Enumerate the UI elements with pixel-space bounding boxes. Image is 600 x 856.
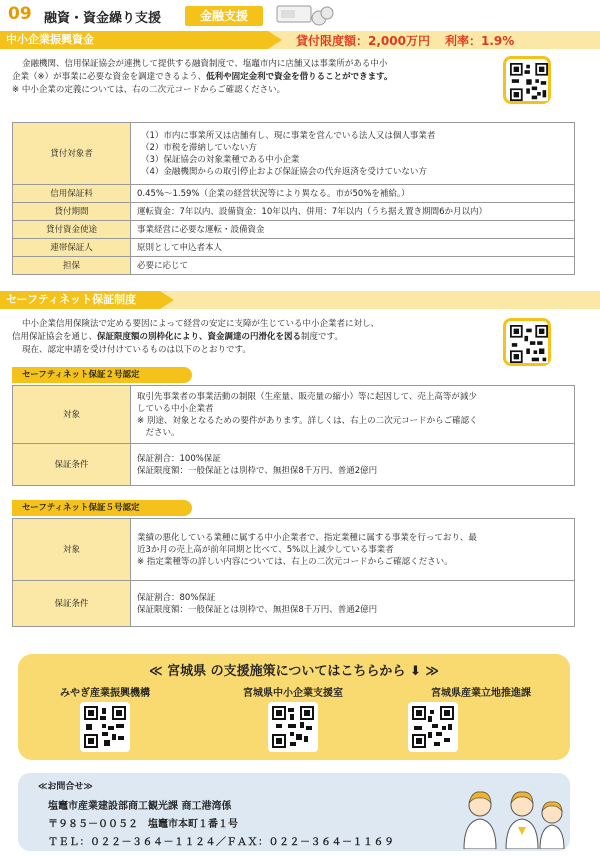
qr-code-safety-net[interactable] <box>503 318 551 366</box>
category-tag: 金融支援 <box>185 6 263 26</box>
intro-text: 制度です。 <box>301 332 343 342</box>
bar-arrow-icon <box>268 31 282 49</box>
intro-line <box>12 331 492 344</box>
qr-code-icon <box>510 63 548 101</box>
value-line: 取引先事業者の事業活動の制限（生産量、販売量の縮小）等に起因して、売上高等が減少 <box>137 391 477 402</box>
section-title: セーフティネット保証制度 <box>0 291 160 309</box>
value-line: ※ 指定業種等の詳しい内容については、右上の二次元コードからご確認ください。 <box>137 556 453 567</box>
row-value: 必要に応じて <box>131 257 575 275</box>
section-bar-loan <box>0 31 600 49</box>
money-illustration-icon <box>275 2 335 28</box>
table-row <box>13 257 575 275</box>
miyagi-support-banner <box>18 654 570 760</box>
contact-address: 〒９８５－００５２ 塩竈市本町１番１号 <box>48 819 238 830</box>
table-row <box>13 221 575 239</box>
qr-code-org-3[interactable] <box>408 702 458 752</box>
table-row <box>13 203 575 221</box>
org-name: 宮城県産業立地推進課 <box>431 688 531 699</box>
staff-illustration-icon <box>458 775 566 849</box>
value-line: 業績の悪化している業種に属する中小企業者で、指定業種に属する事業を行っており、最 <box>137 532 477 543</box>
page-title: 融資・資金繰り支援 <box>44 11 162 26</box>
row-label: 信用保証料 <box>13 185 131 203</box>
qr-code-icon <box>84 706 126 748</box>
row-label: 対象 <box>13 519 131 581</box>
row-value: 事業経営に必要な運転・設備資金 <box>131 221 575 239</box>
value-line: （3）保証協会の対象業種である中小企業 <box>141 154 300 165</box>
bar-arrow-icon <box>160 291 174 309</box>
qr-code-sme-definition[interactable] <box>503 56 551 104</box>
intro-line: 現在、認定申請を受け付けているものは以下のとおりです。 <box>22 345 251 355</box>
intro-line: 中小企業信用保険法で定める要因によって経営の安定に支障が生じている中小企業者に対し、 <box>22 319 380 329</box>
value-line: ださい。 <box>137 427 180 438</box>
table-row <box>13 185 575 203</box>
row-value <box>131 519 575 581</box>
contact-heading: ≪お問合せ≫ <box>38 782 93 792</box>
row-value <box>131 581 575 627</box>
value-line: 保証割合：100%保証 <box>137 453 221 464</box>
contact-department: 塩竈市産業建設部商工観光課 商工港湾係 <box>48 801 232 812</box>
intro-line: 金融機関、信用保証協会が連携して提供する融資制度で、塩竈市内に店舗又は事業所がある中小 <box>22 59 388 69</box>
page-number: 09 <box>8 4 32 24</box>
subheading-sn5: セーフティネット保証５号認定 <box>12 500 192 516</box>
table-row <box>13 519 575 581</box>
row-label: 保証条件 <box>13 444 131 486</box>
qr-code-org-2[interactable] <box>268 702 318 752</box>
page-header <box>0 0 600 30</box>
row-label: 対象 <box>13 386 131 444</box>
qr-code-icon <box>272 706 314 748</box>
value-line: 近3か月の売上高が前年同期と比べて、5%以上減少している事業者 <box>137 544 394 555</box>
org-name: 宮城県中小企業支援室 <box>243 688 343 699</box>
value-line: （1）市内に事業所又は店舗有し、現に事業を営んでいる法人又は個人事業者 <box>141 130 436 141</box>
row-value <box>131 123 575 185</box>
org-name: みやぎ産業振興機構 <box>60 688 150 699</box>
value-line: 保証限度額：一般保証とは別枠で、無担保8千万円、普通2億円 <box>137 604 378 615</box>
intro-bold-text: 保証限度額の別枠化により、資金調達の円滑化を図る <box>97 332 302 342</box>
loan-limit: 貸付限度額：2,000万円 <box>296 34 430 48</box>
section1-intro <box>12 58 492 97</box>
sn5-table <box>12 518 575 627</box>
value-line: している中小企業者 <box>137 403 214 414</box>
row-label: 貸付対象者 <box>13 123 131 185</box>
row-value: 原則として申込者本人 <box>131 239 575 257</box>
value-line: 保証限度額：一般保証とは別枠で、無担保8千万円、普通2億円 <box>137 465 378 476</box>
intro-line <box>12 71 492 84</box>
loan-conditions-table <box>12 122 575 275</box>
row-label: 保証条件 <box>13 581 131 627</box>
intro-text: 信用保証協会を通じ、 <box>12 332 98 342</box>
table-row <box>13 444 575 486</box>
definition-note: ※ 中小企業の定義については、右の二次元コードからご確認ください。 <box>12 85 286 95</box>
contact-phone: ＴＥＬ：０２２－３６４－１１２４／ＦＡＸ：０２２－３６４－１１６９ <box>48 837 395 848</box>
row-label: 貸付期間 <box>13 203 131 221</box>
intro-text: 企業（※）が事業に必要な資金を調達できるよう、 <box>12 72 207 82</box>
sn2-table <box>12 385 575 486</box>
value-line: （4）金融機関からの取引停止および保証協会の代弁返済を受けていない方 <box>141 166 427 177</box>
qr-code-org-1[interactable] <box>80 702 130 752</box>
banner-title: ≪ 宮城県 の支援施策についてはこちらから ⬇ ≫ <box>149 664 439 679</box>
value-line: （2）市税を滞納していない方 <box>141 142 257 153</box>
value-line: 保証割合：80%保証 <box>137 592 216 603</box>
section2-intro <box>12 318 492 357</box>
qr-code-icon <box>412 706 454 748</box>
row-value <box>131 444 575 486</box>
value-line: ※ 別途、対象となるための要件があります。詳しくは、右上の二次元コードからご確認く <box>137 415 478 426</box>
row-label: 連帯保証人 <box>13 239 131 257</box>
contact-box <box>18 773 570 851</box>
table-row <box>13 123 575 185</box>
qr-code-icon <box>510 325 548 363</box>
subheading-sn2: セーフティネット保証２号認定 <box>12 367 192 383</box>
section-bar-safety-net <box>0 291 600 309</box>
row-value: 運転資金：7年以内、設備資金：10年以内、併用：7年以内（うち据え置き期間6か月以内） <box>131 203 575 221</box>
table-row <box>13 386 575 444</box>
table-row <box>13 239 575 257</box>
table-row <box>13 581 575 627</box>
row-label: 貸付資金使途 <box>13 221 131 239</box>
intro-bold-text: 低利や固定金利で資金を借りることができます。 <box>206 72 393 82</box>
row-value: 0.45%～1.59%（企業の経営状況等により異なる。市が50%を補給。） <box>131 185 575 203</box>
interest-rate: 利率：1.9% <box>445 34 515 48</box>
section-title: 中小企業振興資金 <box>0 31 268 49</box>
row-label: 担保 <box>13 257 131 275</box>
row-value <box>131 386 575 444</box>
